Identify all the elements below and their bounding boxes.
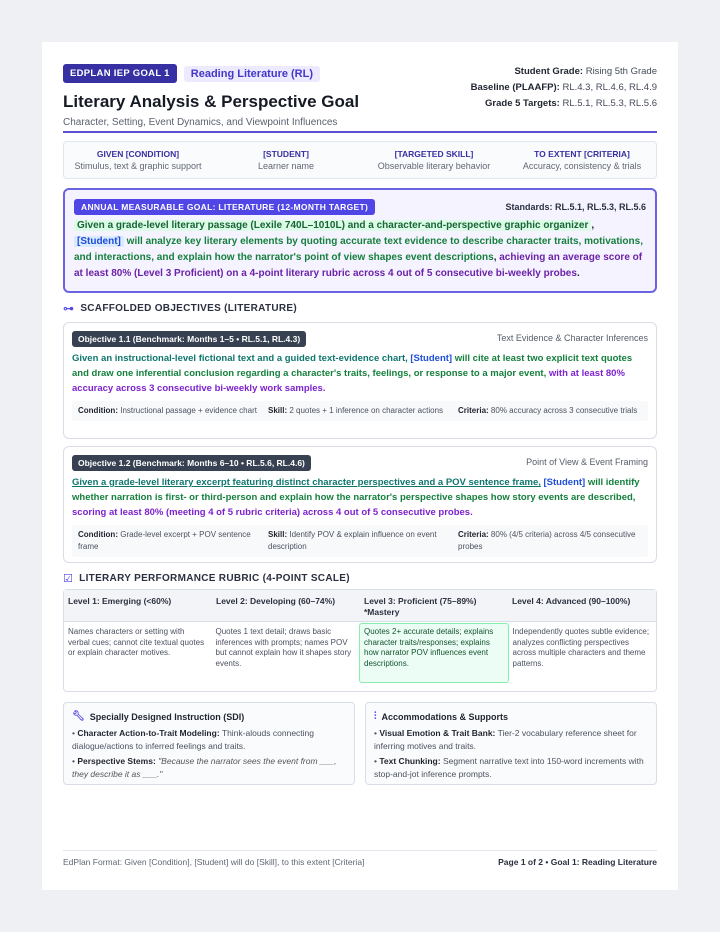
detail-value: Grade-level excerpt + POV sentence frame <box>78 530 251 551</box>
rubric-level-desc: Quotes 1 text detail; draws basic inferences with prompts; names POV but cannot explain how it shapes story events. <box>215 627 352 668</box>
baseline-label: Baseline (PLAAFP): <box>470 82 560 93</box>
annual-goal-standards: Standards: RL.5.1, RL.5.3, RL.5.6 <box>505 202 646 212</box>
annual-goal-tag: ANNUAL MEASURABLE GOAL: LITERATURE (12-MONTH TARGET) <box>74 199 375 215</box>
detail-skill <box>265 529 455 553</box>
annual-goal-text <box>74 218 646 282</box>
list-item: • Perspective Stems: "Because the narrator sees the event from ___, they describe it as ___." <box>72 756 337 779</box>
rubric-heading-text: LITERARY PERFORMANCE RUBRIC (4-POINT SCALE) <box>79 573 350 584</box>
format-value: Learner name <box>257 161 315 171</box>
rubric-level-head: Level 2: Developing (60–74%) <box>216 596 336 606</box>
objective-student: [Student] <box>543 477 586 488</box>
goal-skill: will analyze key literary elements by quoting accurate text evidence to describe character traits, motivations, and interactions, and explain how the narrator's point of view shapes event descriptions <box>74 236 643 263</box>
detail-label: Criteria: <box>458 530 489 539</box>
item-text: "Because the narrator sees the event from ___, they describe it as ___." <box>72 756 337 779</box>
iep-goal-page <box>42 42 678 890</box>
objectives-heading-text: SCAFFOLDED OBJECTIVES (LITERATURE) <box>80 303 297 314</box>
item-label: Character Action-to-Trait Modeling: <box>77 728 220 738</box>
targets-label: Grade 5 Targets: <box>485 98 560 109</box>
item-label: Perspective Stems: <box>77 756 156 766</box>
format-key: TO EXTENT [CRITERIA] <box>534 149 630 159</box>
rubric-level-desc: Names characters or setting with verbal cues; cannot cite textual quotes or explain character motives. <box>68 627 205 657</box>
format-cell <box>360 142 508 178</box>
objective-given: Given a grade-level literary excerpt featuring distinct character perspectives and a POV sentence frame, <box>72 477 541 488</box>
objective-details <box>72 401 648 421</box>
detail-value: 2 quotes + 1 inference on character actions <box>289 406 444 415</box>
format-key: GIVEN [CONDITION] <box>96 149 180 159</box>
rubric-heading <box>63 572 350 585</box>
objective-tag: Objective 1.2 (Benchmark: Months 6–10 • RL.5.6, RL.4.6) <box>72 455 311 471</box>
accommodations-header <box>374 711 508 722</box>
objective-criteria: with at least 80% accuracy across 3 consecutive bi-weekly work samples. <box>72 368 625 394</box>
detail-label: Skill: <box>268 406 288 415</box>
checkbox-icon: ☑ <box>63 573 74 585</box>
accommodations-list <box>374 727 648 783</box>
objective-criteria: scoring at least 80% (meeting 4 of 5 rubric criteria) across 4 out of 5 consecutive probes. <box>72 507 473 518</box>
goal-tag: EDPLAN IEP GOAL 1 <box>63 64 177 83</box>
header-divider <box>63 131 657 133</box>
detail-value: Identify POV & explain influence on event description <box>268 530 437 551</box>
objective-card <box>63 446 657 563</box>
rubric-level-head: Level 4: Advanced (90–100%) <box>512 596 631 606</box>
annual-goal-box <box>63 188 657 293</box>
item-text: Think-alouds connecting dialogue/actions to inferred feelings and traits. <box>72 728 315 751</box>
footer-divider <box>63 850 657 851</box>
objective-tag: Objective 1.1 (Benchmark: Months 1–5 • RL.5.1, RL.4.3) <box>72 331 306 347</box>
goal-criteria: achieving an average score of at least 80% (Level 3 Proficient) on a 4-point literary rubric across 4 out of 5 consecutive bi-weekly probes <box>74 252 643 279</box>
student-info <box>471 64 657 112</box>
sdi-list <box>72 727 346 783</box>
detail-label: Condition: <box>78 406 118 415</box>
detail-label: Condition: <box>78 530 118 539</box>
list-item: • Visual Emotion & Trait Bank: Tier-2 vocabulary reference sheet for inferring motives and traits. <box>374 728 637 751</box>
detail-value: 80% (4/5 criteria) across 4/5 consecutive probes <box>458 530 636 551</box>
steps-icon: ⊶ <box>63 303 75 315</box>
format-key: [STUDENT] <box>263 149 309 159</box>
header-left <box>63 64 393 128</box>
goal-given: Given a grade-level literary passage (Lexile 740L–1010L) and a character-and-perspective graphic organizer <box>74 220 591 231</box>
detail-condition <box>75 529 265 553</box>
objective-skill: will cite at least two explicit text quotes and draw one inferential conclusion regarding a character's traits, feelings, or response to a major event, <box>72 353 633 379</box>
objectives-heading <box>63 302 297 315</box>
list-item: • Text Chunking: Segment narrative text into 150-word increments with stop-and-jot inference prompts. <box>374 756 644 779</box>
detail-value: 80% accuracy across 3 consecutive trials <box>490 406 638 415</box>
sdi-header <box>72 711 244 722</box>
sdi-card <box>63 702 355 785</box>
format-value: Stimulus, text & graphic support <box>74 161 202 171</box>
page-title: Literary Analysis & Perspective Goal <box>63 92 360 111</box>
format-key: [TARGETED SKILL] <box>394 149 474 159</box>
sdi-title: Specially Designed Instruction (SDI) <box>89 711 245 722</box>
item-text: Segment narrative text into 150-word increments with stop-and-jot inference prompts. <box>374 756 644 779</box>
footer-page-number: Page 1 of 2 • Goal 1: Reading Literature <box>498 857 657 867</box>
objective-skill: will identify whether narration is first- or third-person and explain how the narrator's perspective shapes how story events are described, <box>72 477 640 503</box>
objective-student: [Student] <box>410 353 453 364</box>
format-cell <box>508 142 656 178</box>
item-label: Text Chunking: <box>379 756 441 766</box>
goal-student: [Student] <box>74 236 124 247</box>
detail-skill <box>265 405 455 417</box>
wrench-icon: 🔧︎ <box>72 711 85 722</box>
item-label: Visual Emotion & Trait Bank: <box>379 728 496 738</box>
rubric-level-desc: Independently quotes subtle evidence; analyzes conflicting perspectives across multiple characters and theme patterns. <box>512 627 650 668</box>
format-legend <box>63 141 657 179</box>
rubric-body-row <box>64 627 656 683</box>
objective-text <box>72 351 648 396</box>
rubric-level-head: Level 3: Proficient (75–89%) *Mastery <box>364 596 477 617</box>
format-value: Observable literary behavior <box>377 161 491 171</box>
page-subtitle: Character, Setting, Event Dynamics, and Viewpoint Influences <box>63 117 338 128</box>
format-cell <box>64 142 212 178</box>
targets-value: RL.5.1, RL.5.3, RL.5.6 <box>562 98 657 109</box>
detail-criteria <box>455 405 645 417</box>
goal-separator: , <box>591 220 595 231</box>
objective-text <box>72 475 648 520</box>
goal-end: . <box>576 268 580 279</box>
grade-value: Rising 5th Grade <box>585 66 657 77</box>
item-text: Tier-2 vocabulary reference sheet for inferring motives and traits. <box>374 728 637 751</box>
detail-condition <box>75 405 265 417</box>
accommodations-title: Accommodations & Supports <box>381 711 509 722</box>
objective-focus: Text Evidence & Character Inferences <box>496 333 648 343</box>
grade-label: Student Grade: <box>514 66 584 77</box>
rubric-header-row <box>64 590 656 622</box>
accommodations-card <box>365 702 657 785</box>
objective-given: Given an instructional-level fictional text and a guided text-evidence chart, <box>72 353 408 364</box>
detail-criteria <box>455 529 645 553</box>
list-item: • Character Action-to-Trait Modeling: Think-alouds connecting dialogue/actions to inferred feelings and traits. <box>72 728 315 751</box>
objective-details <box>72 525 648 557</box>
detail-label: Criteria: <box>458 406 489 415</box>
rubric-table <box>63 589 657 692</box>
goal-separator: , <box>493 252 497 263</box>
format-value: Accuracy, consistency & trials <box>522 161 642 171</box>
detail-label: Skill: <box>268 530 288 539</box>
baseline-value: RL.4.3, RL.4.6, RL.4.9 <box>562 82 657 93</box>
objective-card <box>63 322 657 439</box>
rubric-level-head: Level 1: Emerging (<60%) <box>68 596 172 606</box>
format-cell <box>212 142 360 178</box>
detail-value: Instructional passage + evidence chart <box>120 406 257 415</box>
rubric-mastery-desc: Quotes 2+ accurate details; explains character traits/responses; explains how narrator POV influences event descriptions. <box>359 623 509 683</box>
area-tag: Reading Literature (RL) <box>184 66 320 82</box>
footer-format-note: EdPlan Format: Given [Condition], [Student] will do [Skill], to this extent [Criteria] <box>63 857 365 867</box>
sliders-icon: ⫶ <box>374 711 377 722</box>
objective-focus: Point of View & Event Framing <box>526 457 648 467</box>
